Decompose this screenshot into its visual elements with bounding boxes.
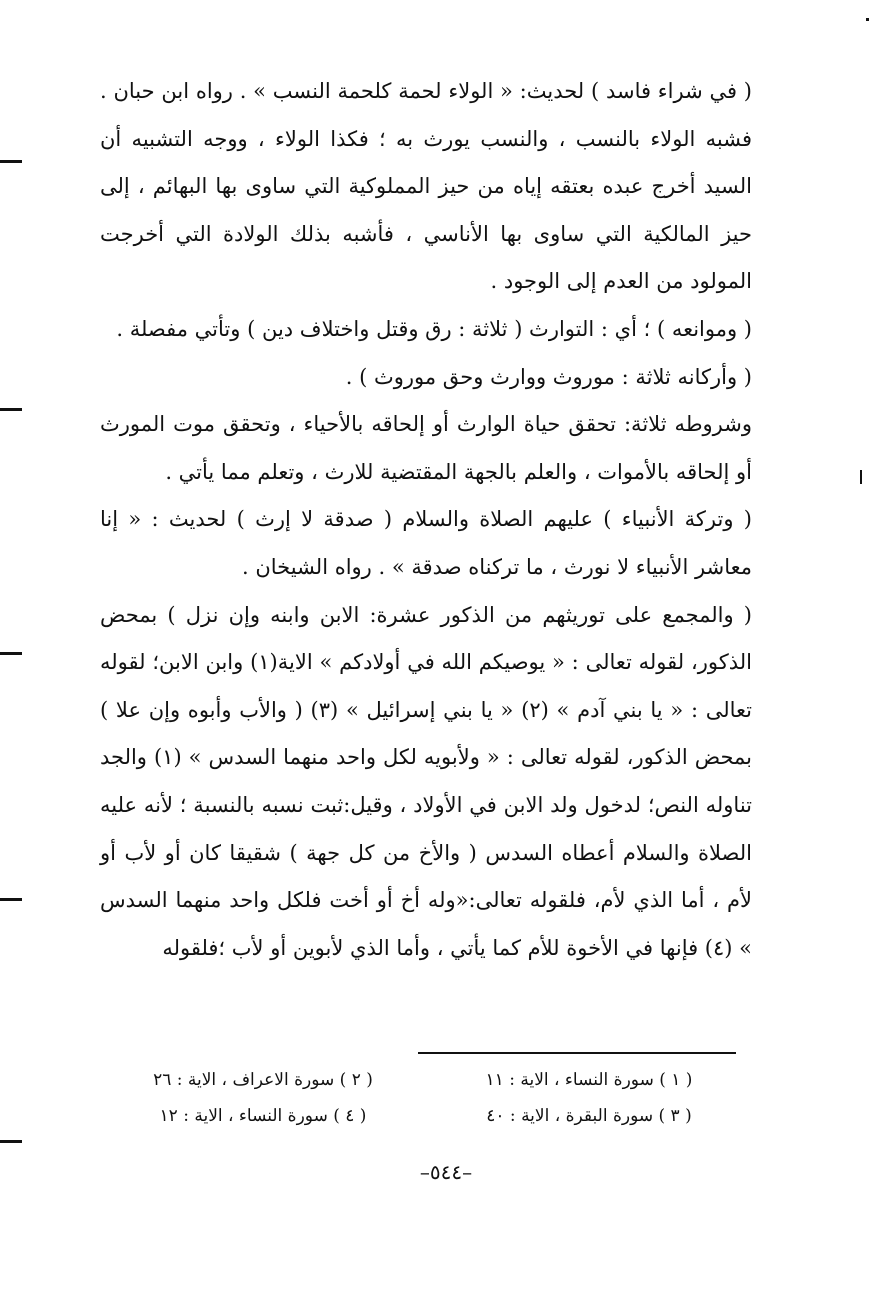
footnote-3: ( ٣ ) سورة البقرة ، الاية : ٤٠ [486, 1106, 692, 1126]
scan-mark [866, 18, 869, 21]
paragraph-conditions: وشروطه ثلاثة: تحقق حياة الوارث أو إلحاقه بالأحياء ، وتحقق موت المورث أو إلحاقه بالأموات ، والعلم بالجهة المقتضية للارث ، وتعلم مما يأتي . [100, 412, 752, 484]
footnote-row [100, 1098, 752, 1134]
paragraph-wala: ( في شراء فاسد ) لحديث: « الولاء لحمة كلحمة النسب » . رواه ابن حبان . فشبه الولاء بالنسب ، والنسب يورث به ؛ فكذا الولاء ، ووجه التشبيه أن السيد أخرج عبده بعتقه إياه من حيز المملوكية التي ساوى بها البهائم ، إلى حيز المالكية التي ساوى بها الأناسي ، فأشبه بذلك الولادة التي أخرجت المولود من العدم إلى الوجود . [100, 79, 752, 294]
footnote-row [100, 1062, 752, 1098]
scan-mark [0, 898, 22, 901]
footnote-2: ( ٢ ) سورة الاعراف ، الاية : ٢٦ [153, 1070, 373, 1090]
paragraph-impediments: ( وموانعه ) ؛ أي : التوارث ( ثلاثة : رق وقتل واختلاف دين ) وتأتي مفصلة . [116, 316, 752, 341]
scan-mark [0, 160, 22, 163]
scan-mark [0, 652, 22, 655]
footnote-4: ( ٤ ) سورة النساء ، الاية : ١٢ [159, 1106, 367, 1126]
paragraph-prophets-estate: ( وتركة الأنبياء ) عليهم الصلاة والسلام ( صدقة لا إرث ) لحديث : « إنا معاشر الأنبياء لا نورث ، ما تركناه صدقة » . رواه الشيخان . [100, 507, 752, 579]
footnote-1: ( ١ ) سورة النساء ، الاية : ١١ [485, 1070, 693, 1090]
scan-mark [860, 470, 862, 484]
paragraph-male-heirs: ( والمجمع على توريثهم من الذكور عشرة: الابن وابنه وإن نزل ) بمحض الذكور، لقوله تعالى : « يوصيكم الله في أولادكم » الاية(١) وابن الابن؛ لقوله تعالى : « يا بني آدم » (٢) « يا بني إسرائيل » (٣) ( والأب وأبوه وإن علا ) بمحض الذكور، لقوله تعالى : « ولأبويه لكل واحد منهما السدس » (١) والجد تناوله النص؛ لدخول ولد الابن في الأولاد ، وقيل:ثبت نسبه بالنسبة ؛ لأنه عليه الصلاة والسلام أعطاه السدس ( والأخ من كل جهة ) شقيقا كان أو لأب أو لأم ، أما الذي لأم، فلقوله تعالى:«وله أخ أو أخت فلكل واحد منهما السدس » (٤) فإنها في الأخوة للأم كما يأتي ، وأما الذي لأبوين أو لأب ؛فلقوله [100, 602, 753, 960]
footnotes [100, 1062, 752, 1134]
footnote-separator [418, 1052, 736, 1054]
paragraph-pillars: ( وأركانه ثلاثة : موروث ووارث وحق موروث ) . [345, 364, 752, 389]
page-number: –٥٤٤– [419, 1160, 473, 1184]
scan-mark [0, 1140, 22, 1143]
scan-mark [0, 408, 22, 411]
body-text [100, 68, 752, 972]
